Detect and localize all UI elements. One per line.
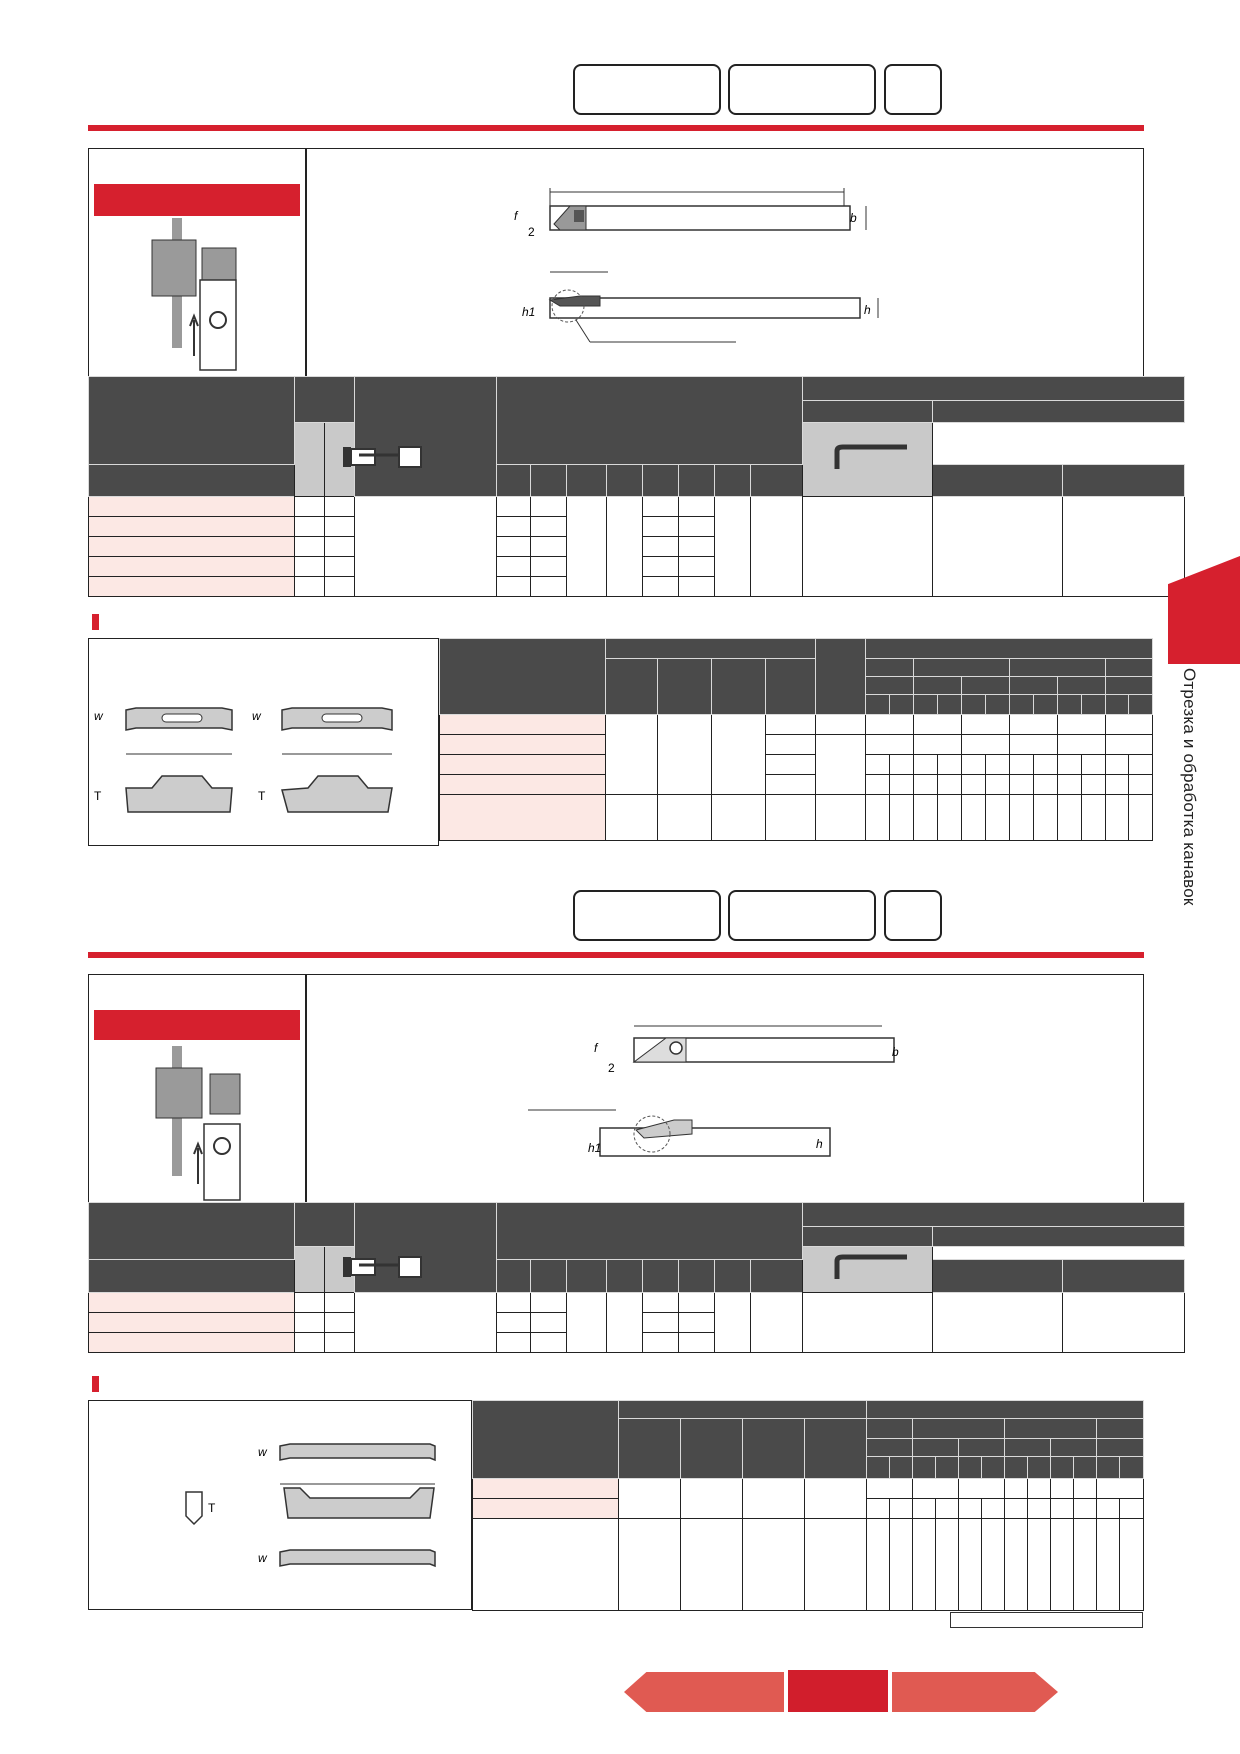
label-2: 2 (528, 225, 535, 239)
section-marker-1 (92, 614, 99, 630)
header-pill-6 (884, 890, 942, 941)
insert-drawings-1 (92, 680, 432, 840)
figure-separator (305, 148, 307, 378)
screw-icon (295, 423, 325, 497)
header-pill-4 (573, 890, 721, 941)
label-b: b (850, 211, 857, 225)
svg-text:f: f (594, 1041, 598, 1055)
insert-drawings-2 (180, 1426, 440, 1606)
series-label-band (94, 184, 300, 216)
svg-text:h: h (816, 1137, 823, 1151)
hex-key-icon-2 (803, 1247, 933, 1293)
svg-text:T: T (258, 789, 266, 803)
header-pill-3 (884, 64, 942, 115)
key-wrench-icon-2 (325, 1247, 355, 1293)
holder-drawing-top-2 (586, 1016, 916, 1076)
hex-key-icon (803, 423, 933, 497)
header-pill-2 (728, 64, 876, 115)
section-divider-2 (88, 952, 1144, 958)
svg-text:w: w (252, 709, 261, 723)
svg-text:T: T (208, 1501, 216, 1515)
insert-table-2 (472, 1400, 1144, 1611)
screw-icon-2 (295, 1247, 325, 1293)
next-page-button[interactable] (892, 1672, 1058, 1712)
chapter-side-label: Отрезка и обработка канавок (1180, 668, 1199, 906)
header-pill-1 (573, 64, 721, 115)
label-h1: h1 (522, 305, 536, 319)
footnote-box (950, 1612, 1143, 1628)
holder-drawing-top (510, 180, 890, 240)
holder-table-1 (88, 376, 1185, 597)
svg-text:w: w (258, 1445, 267, 1459)
svg-text:h1: h1 (588, 1141, 602, 1155)
key-wrench-icon (325, 423, 355, 497)
svg-text:w: w (258, 1551, 267, 1565)
holder-drawing-side-2 (524, 1102, 844, 1182)
label-h: h (864, 303, 871, 317)
svg-text:2: 2 (608, 1061, 615, 1075)
series-label-band-2 (94, 1010, 300, 1040)
insert-table-1 (439, 638, 1153, 841)
holder-drawing-side (520, 266, 890, 346)
contents-button[interactable] (788, 1670, 888, 1712)
prev-page-button[interactable] (624, 1672, 784, 1712)
section-marker-2 (92, 1376, 99, 1392)
holder-table-2 (88, 1202, 1185, 1353)
label-f: f (514, 209, 518, 223)
label-w: w (94, 709, 103, 723)
svg-text:b: b (892, 1045, 899, 1059)
application-diagram (150, 216, 240, 376)
application-diagram-2 (154, 1044, 244, 1204)
figure-separator-2 (305, 974, 307, 1204)
header-pill-5 (728, 890, 876, 941)
section-divider (88, 125, 1144, 131)
label-T: T (94, 789, 102, 803)
